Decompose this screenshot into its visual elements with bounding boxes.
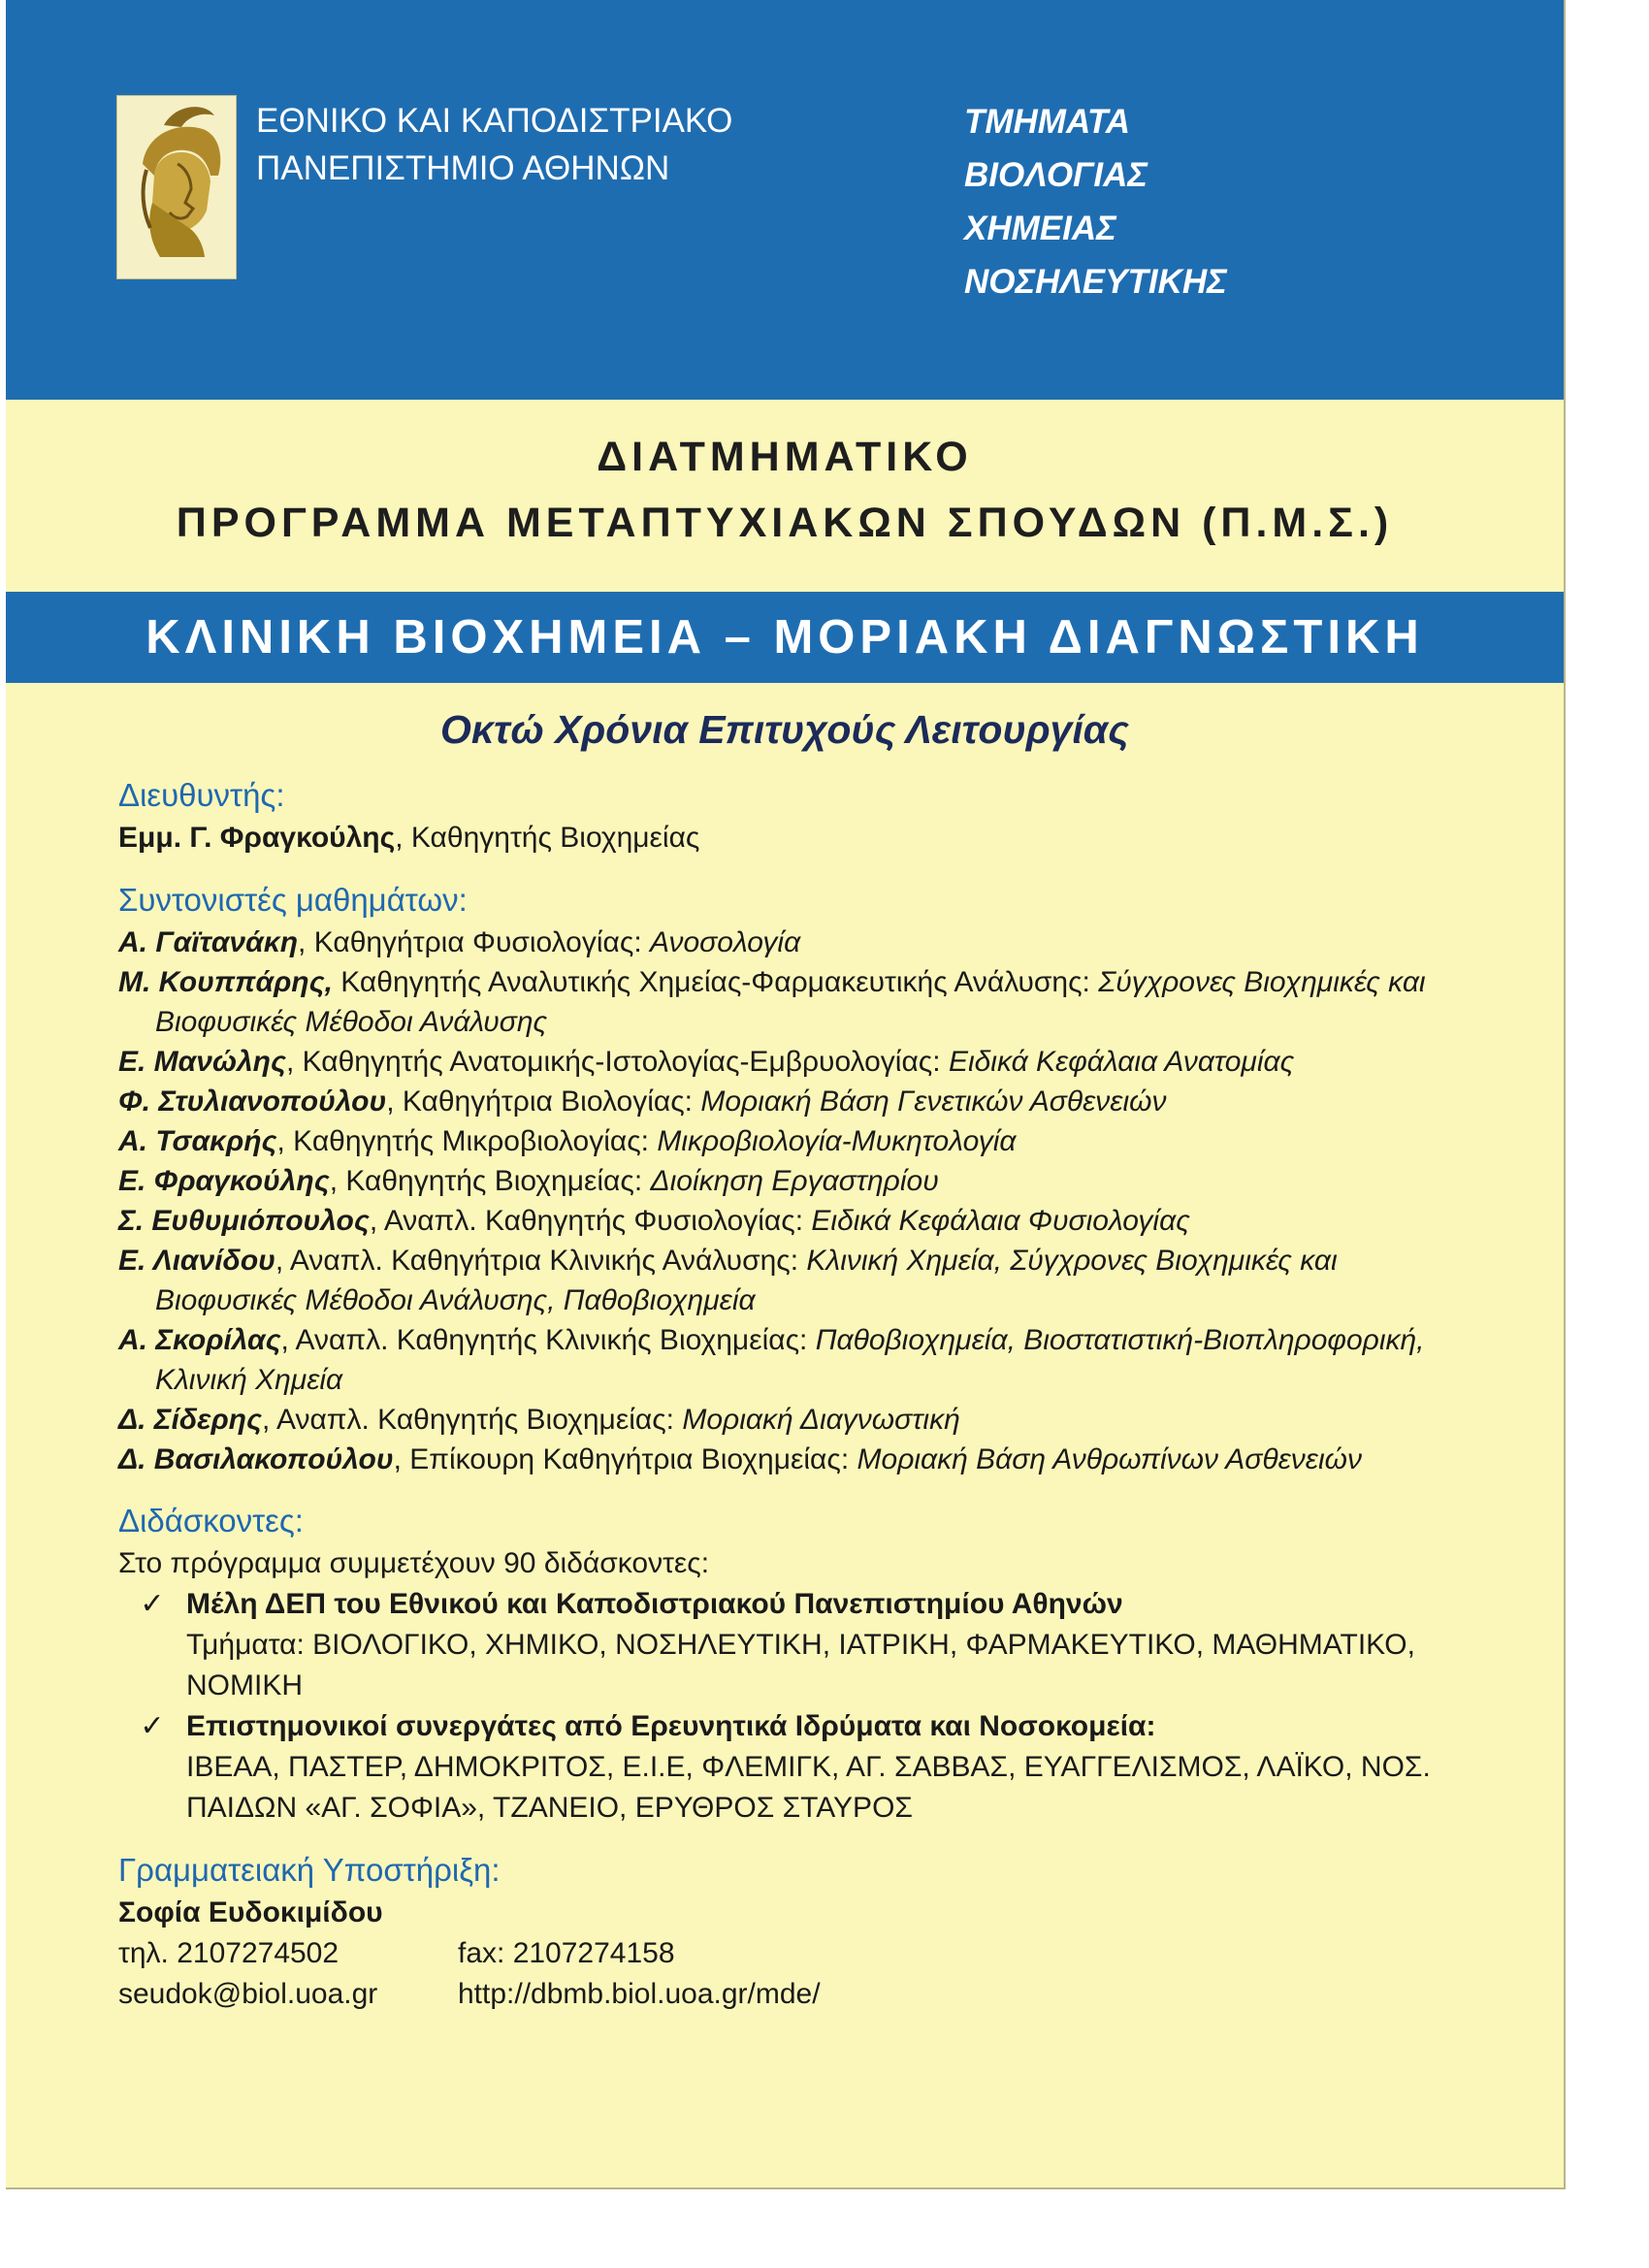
coordinator-name: Ε. Μανώλης bbox=[118, 1046, 286, 1078]
coordinator-role: , Αναπλ. Καθηγητής Βιοχημείας: bbox=[261, 1404, 683, 1436]
coordinator-entry bbox=[118, 1320, 1476, 1400]
fax-number: fax: 2107274158 bbox=[458, 1937, 675, 1969]
coordinator-entry bbox=[118, 1161, 1476, 1201]
instructor-group-detail: Τμήματα: ΒΙΟΛΟΓΙΚΟ, ΧΗΜΙΚΟ, ΝΟΣΗΛΕΥΤΙΚΗ, ΙΑΤΡΙΚΗ, ΦΑΡΜΑΚΕΥΤΙΚΟ, ΜΑΘΗΜΑΤΙΚΟ, ΝΟΜΙΚΗ bbox=[186, 1629, 1415, 1701]
coordinator-entry bbox=[118, 1400, 1476, 1440]
coordinator-name: Α. Τσακρής bbox=[118, 1125, 277, 1157]
director-heading: Διευθυντής: bbox=[118, 777, 285, 813]
coordinator-role: , Καθηγήτρια Βιολογίας: bbox=[386, 1085, 701, 1118]
department-item: ΝΟΣΗΛΕΥΤΙΚΗΣ bbox=[964, 263, 1227, 301]
coordinator-course: Κλινική Χημεία, Σύγχρονες Βιοχημικές και Βιοφυσικές Μέθοδοι Ανάλυσης, Παθοβιοχημεία bbox=[155, 1245, 1338, 1316]
coordinator-course: Παθοβιοχημεία, Βιοστατιστική-Βιοπληροφορική, Κλινική Χημεία bbox=[155, 1324, 1425, 1396]
coordinator-entry bbox=[118, 1201, 1476, 1241]
athena-helmet-icon bbox=[117, 96, 236, 278]
coordinator-role: , Καθηγητής Μικροβιολογίας: bbox=[276, 1125, 658, 1157]
coordinators-heading: Συντονιστές μαθημάτων: bbox=[118, 882, 468, 918]
coordinator-name: Φ. Στυλιανοπούλου bbox=[118, 1085, 387, 1118]
tagline: Οκτώ Χρόνια Επιτυχούς Λειτουργίας bbox=[440, 707, 1129, 752]
coordinator-name: Μ. Κουππάρης, bbox=[118, 966, 333, 998]
program-heading bbox=[6, 424, 1564, 556]
coordinator-role: , Καθηγητής Ανατομικής-Ιστολογίας-Εμβρυολογίας: bbox=[285, 1046, 949, 1078]
instructor-group bbox=[118, 1584, 1476, 1706]
coordinator-entry bbox=[118, 923, 1476, 962]
contact-row bbox=[118, 1974, 1476, 2015]
secretariat-heading: Γραμματειακή Υποστήριξη: bbox=[118, 1852, 501, 1888]
coordinator-course: Μοριακή Διαγνωστική bbox=[682, 1404, 960, 1436]
instructor-group bbox=[118, 1706, 1476, 1829]
coordinator-role: , Αναπλ. Καθηγήτρια Κλινικής Ανάλυσης: bbox=[275, 1245, 807, 1277]
coordinator-course: Μοριακή Βάση Ανθρωπίνων Ασθενειών bbox=[857, 1443, 1362, 1475]
director-entry bbox=[118, 818, 1476, 859]
coordinator-name: Ε. Λιανίδου bbox=[118, 1245, 275, 1277]
university-name-line: ΕΘΝΙΚΟ ΚΑΙ ΚΑΠΟΔΙΣΤΡΙΑΚΟ bbox=[256, 102, 733, 140]
department-item: ΧΗΜΕΙΑΣ bbox=[964, 210, 1116, 247]
checkmark-icon: ✓ bbox=[140, 1710, 165, 1742]
coordinator-role: Καθηγητής Αναλυτικής Χημείας-Φαρμακευτικής Ανάλυσης: bbox=[332, 966, 1099, 998]
coordinator-role: , Καθηγητής Βιοχημείας: bbox=[329, 1165, 651, 1197]
header-band bbox=[6, 0, 1564, 400]
checkmark-icon: ✓ bbox=[140, 1588, 165, 1620]
instructor-group-title: Επιστημονικοί συνεργάτες από Ερευνητικά Ιδρύματα και Νοσοκομεία: bbox=[186, 1710, 1156, 1742]
university-logo bbox=[116, 95, 237, 279]
coordinator-role: , Επίκουρη Καθηγήτρια Βιοχημείας: bbox=[393, 1443, 857, 1475]
instructors-intro: Στο πρόγραμμα συμμετέχουν 90 διδάσκοντες: bbox=[118, 1547, 710, 1579]
coordinator-entry bbox=[118, 1042, 1476, 1082]
program-type: ΔΙΑΤΜΗΜΑΤΙΚΟ bbox=[597, 434, 973, 480]
coordinator-name: Σ. Ευθυμιόπουλος bbox=[118, 1205, 370, 1237]
director-name: Εμμ. Γ. Φραγκούλης bbox=[118, 822, 396, 854]
program-title: ΚΛΙΝΙΚΗ ΒΙΟΧΗΜΕΙΑ – ΜΟΡΙΑΚΗ ΔΙΑΓΝΩΣΤΙΚΗ bbox=[146, 611, 1424, 664]
coordinator-course: Ειδικά Κεφάλαια Ανατομίας bbox=[948, 1046, 1295, 1078]
coordinator-name: Α. Γαϊτανάκη bbox=[118, 926, 299, 958]
coordinator-course: Σύγχρονες Βιοχημικές και Βιοφυσικές Μέθοδοι Ανάλυσης bbox=[155, 966, 1426, 1038]
website-link[interactable]: http://dbmb.biol.uoa.gr/mde/ bbox=[458, 1978, 821, 2010]
coordinator-role: , Αναπλ. Καθηγητής Φυσιολογίας: bbox=[369, 1205, 812, 1237]
coordinator-course: Ειδικά Κεφάλαια Φυσιολογίας bbox=[811, 1205, 1190, 1237]
university-name bbox=[256, 97, 732, 192]
coordinator-course: Μοριακή Βάση Γενετικών Ασθενειών bbox=[700, 1085, 1167, 1118]
coordinator-course: Διοίκηση Εργαστηρίου bbox=[650, 1165, 939, 1197]
coordinator-name: Α. Σκορίλας bbox=[118, 1324, 281, 1356]
coordinator-name: Ε. Φραγκούλης bbox=[118, 1165, 330, 1197]
coordinator-name: Δ. Σίδερης bbox=[118, 1404, 262, 1436]
program-title-band bbox=[6, 592, 1564, 683]
email-link[interactable]: seudok@biol.uoa.gr bbox=[118, 1978, 378, 2010]
university-name-line: ΠΑΝΕΠΙΣΤΗΜΙΟ ΑΘΗΝΩΝ bbox=[256, 149, 670, 187]
instructor-group-detail: ΙΒΕΑΑ, ΠΑΣΤΕΡ, ΔΗΜΟΚΡΙΤΟΣ, Ε.Ι.Ε, ΦΛΕΜΙΓΚ, ΑΓ. ΣΑΒΒΑΣ, ΕΥΑΓΓΕΛΙΣΜΟΣ, ΛΑΪΚΟ, ΝΟΣ. ΠΑΙΔΩΝ «ΑΓ. ΣΟΦΙΑ», ΤΖΑΝΕΙΟ, ΕΡΥΘΡΟΣ ΣΤΑΥΡΟΣ bbox=[186, 1751, 1431, 1824]
instructors-heading: Διδάσκοντες: bbox=[118, 1503, 304, 1539]
program-name: ΠΡΟΓΡΑΜΜΑ ΜΕΤΑΠΤΥΧΙΑΚΩΝ ΣΠΟΥΔΩΝ (Π.Μ.Σ.) bbox=[176, 500, 1394, 546]
departments-heading: ΤΜΗΜΑΤΑ bbox=[964, 103, 1131, 141]
departments-list bbox=[964, 95, 1227, 308]
coordinator-entry bbox=[118, 1082, 1476, 1121]
coordinator-entry bbox=[118, 1121, 1476, 1161]
secretariat-name: Σοφία Ευδοκιμίδου bbox=[118, 1896, 383, 1928]
director-title: , Καθηγητής Βιοχημείας bbox=[395, 822, 700, 854]
coordinator-entry bbox=[118, 1440, 1476, 1479]
coordinator-name: Δ. Βασιλακοπούλου bbox=[118, 1443, 394, 1475]
coordinator-role: , Καθηγήτρια Φυσιολογίας: bbox=[298, 926, 651, 958]
instructor-group-title: Μέλη ΔΕΠ του Εθνικού και Καποδιστριακού Πανεπιστημίου Αθηνών bbox=[186, 1588, 1123, 1620]
coordinator-course: Μικροβιολογία-Μυκητολογία bbox=[657, 1125, 1017, 1157]
brochure-page bbox=[6, 0, 1566, 2189]
phone-number: τηλ. 2107274502 bbox=[118, 1937, 340, 1969]
main-content bbox=[118, 773, 1476, 2015]
coordinator-course: Ανοσολογία bbox=[650, 926, 801, 958]
coordinator-role: , Αναπλ. Καθηγητής Κλινικής Βιοχημείας: bbox=[280, 1324, 816, 1356]
department-item: ΒΙΟΛΟΓΙΑΣ bbox=[964, 156, 1148, 194]
coordinator-entry bbox=[118, 962, 1476, 1042]
coordinator-entry bbox=[118, 1241, 1476, 1320]
contact-row bbox=[118, 1933, 1476, 1974]
